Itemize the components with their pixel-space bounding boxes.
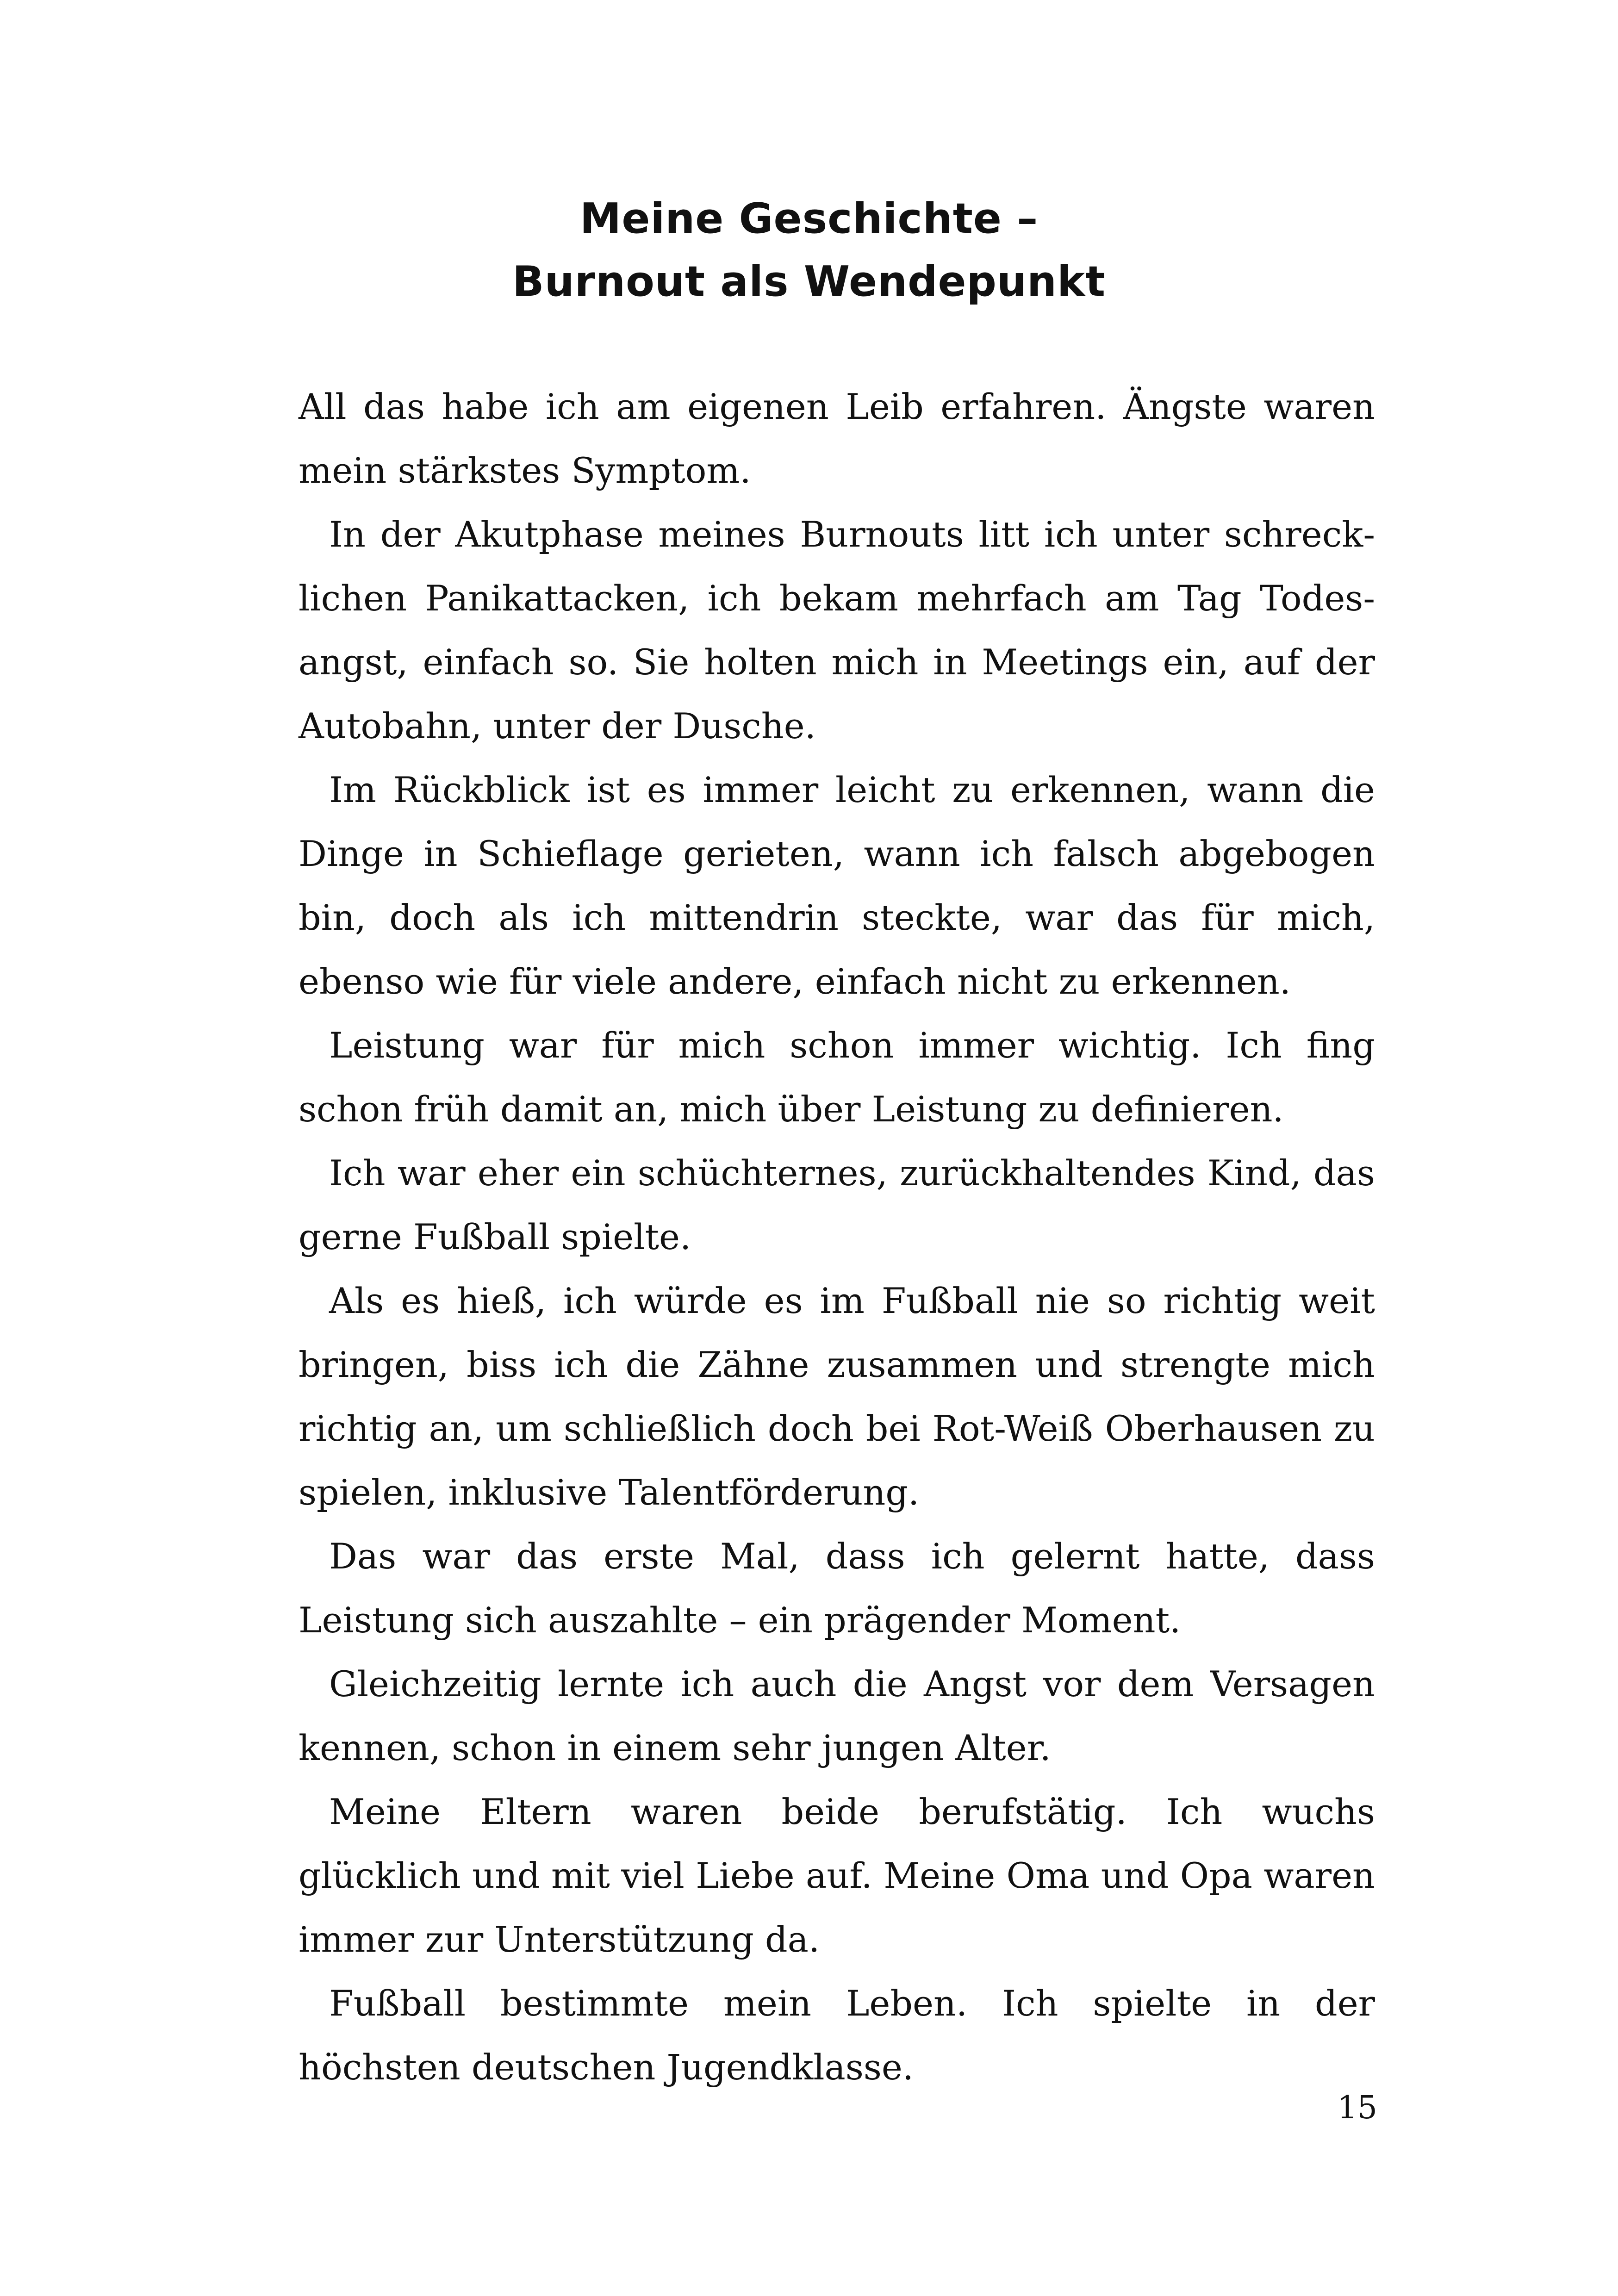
paragraph: Leistung war für mich schon immer wichtig. Ich fing schon früh damit an, mich über Leistung zu definieren. bbox=[299, 1025, 1375, 1130]
paragraph: Fußball bestimmte mein Leben. Ich spielte in der höchsten deutschen Jugendklasse. bbox=[299, 1983, 1375, 2088]
chapter-title-line-1: Meine Geschichte – bbox=[579, 194, 1039, 243]
body-text bbox=[299, 375, 1375, 2099]
chapter-title bbox=[0, 187, 1618, 313]
page-number: 15 bbox=[1337, 2090, 1377, 2126]
paragraph: Gleichzeitig lernte ich auch die Angst vor dem Versagen kennen, schon in einem sehr jungen Alter. bbox=[299, 1663, 1375, 1768]
paragraph: Als es hieß, ich würde es im Fußball nie so richtig weit bringen, biss ich die Zähne zusammen und strengte mich richtig an, um schließlich doch bei Rot-Weiß Oberhausen zu spielen, inklusive Talentförderung. bbox=[299, 1280, 1375, 1513]
chapter-title-line-2: Burnout als Wendepunkt bbox=[512, 257, 1106, 306]
paragraph: Im Rückblick ist es immer leicht zu erkennen, wann die Dinge in Schieflage gerieten, wann ich falsch abgebogen bin, doch als ich mittendrin steckte, war das für mich, ebenso wie für viele andere, einfach nicht zu erkennen. bbox=[299, 769, 1375, 1002]
paragraph: Meine Eltern waren beide berufstätig. Ich wuchs glücklich und mit viel Liebe auf. Meine Oma und Opa waren immer zur Unterstützung da. bbox=[299, 1791, 1375, 1960]
paragraph: Ich war eher ein schüchternes, zurückhaltendes Kind, das gerne Fußball spielte. bbox=[299, 1152, 1375, 1257]
paragraph: Das war das erste Mal, dass ich gelernt hatte, dass Leistung sich auszahlte – ein prägender Moment. bbox=[299, 1536, 1375, 1641]
paragraph: All das habe ich am eigenen Leib erfahren. Ängste waren mein stärkstes Symptom. bbox=[299, 386, 1375, 491]
paragraph: In der Akutphase meines Burnouts litt ich unter schrecklichen Panikattacken, ich bekam mehrfach am Tag Todesangst, einfach so. Sie holten mich in Meetings ein, auf der Autobahn, unter der Dusche. bbox=[299, 514, 1375, 747]
